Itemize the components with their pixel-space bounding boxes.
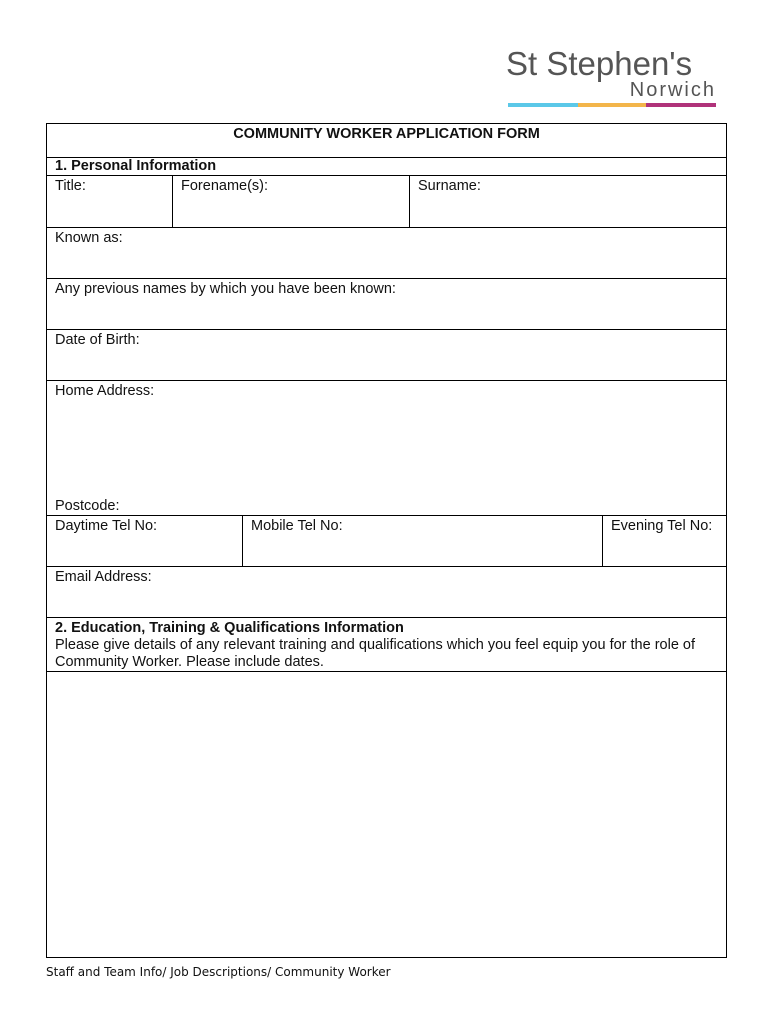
personal-info-heading: 1. Personal Information bbox=[47, 158, 727, 176]
surname-field[interactable] bbox=[410, 176, 727, 228]
title-label: Title: bbox=[55, 178, 86, 194]
email-field[interactable] bbox=[47, 567, 727, 618]
home-address-field[interactable] bbox=[47, 381, 727, 516]
application-form-table bbox=[46, 123, 727, 958]
education-heading: 2. Education, Training & Qualifications Information bbox=[55, 620, 404, 636]
form-title: COMMUNITY WORKER APPLICATION FORM bbox=[47, 124, 727, 158]
logo-stripe-yellow bbox=[578, 103, 646, 107]
logo-stripe-magenta bbox=[646, 103, 716, 107]
home-address-label: Home Address: bbox=[55, 383, 155, 399]
previous-names-field[interactable] bbox=[47, 279, 727, 330]
title-field[interactable] bbox=[47, 176, 173, 228]
education-instructions: Please give details of any relevant training and qualifications which you feel equip you for the role of Community Worker. Please include dates. bbox=[55, 637, 696, 670]
known-as-label: Known as: bbox=[55, 230, 123, 246]
logo-wordmark: St Stephen's bbox=[506, 45, 693, 82]
logo-subtitle: Norwich bbox=[629, 79, 716, 101]
email-label: Email Address: bbox=[55, 569, 152, 585]
daytime-tel-field[interactable] bbox=[47, 516, 243, 567]
surname-label: Surname: bbox=[418, 178, 481, 194]
mobile-tel-field[interactable] bbox=[243, 516, 603, 567]
mobile-tel-label: Mobile Tel No: bbox=[251, 518, 343, 534]
education-section-header bbox=[47, 618, 727, 672]
daytime-tel-label: Daytime Tel No: bbox=[55, 518, 158, 534]
previous-names-label: Any previous names by which you have been known: bbox=[55, 281, 396, 297]
evening-tel-field[interactable] bbox=[603, 516, 727, 567]
evening-tel-label: Evening Tel No: bbox=[611, 518, 713, 534]
postcode-label: Postcode: bbox=[55, 498, 120, 514]
known-as-field[interactable] bbox=[47, 228, 727, 279]
forename-label: Forename(s): bbox=[181, 178, 269, 194]
st-stephens-norwich-logo bbox=[506, 44, 718, 110]
dob-field[interactable] bbox=[47, 330, 727, 381]
education-details-field[interactable] bbox=[47, 672, 727, 958]
forename-field[interactable] bbox=[173, 176, 410, 228]
page-footer: Staff and Team Info/ Job Descriptions/ Community Worker bbox=[46, 965, 391, 979]
logo-stripe-blue bbox=[508, 103, 578, 107]
dob-label: Date of Birth: bbox=[55, 332, 140, 348]
